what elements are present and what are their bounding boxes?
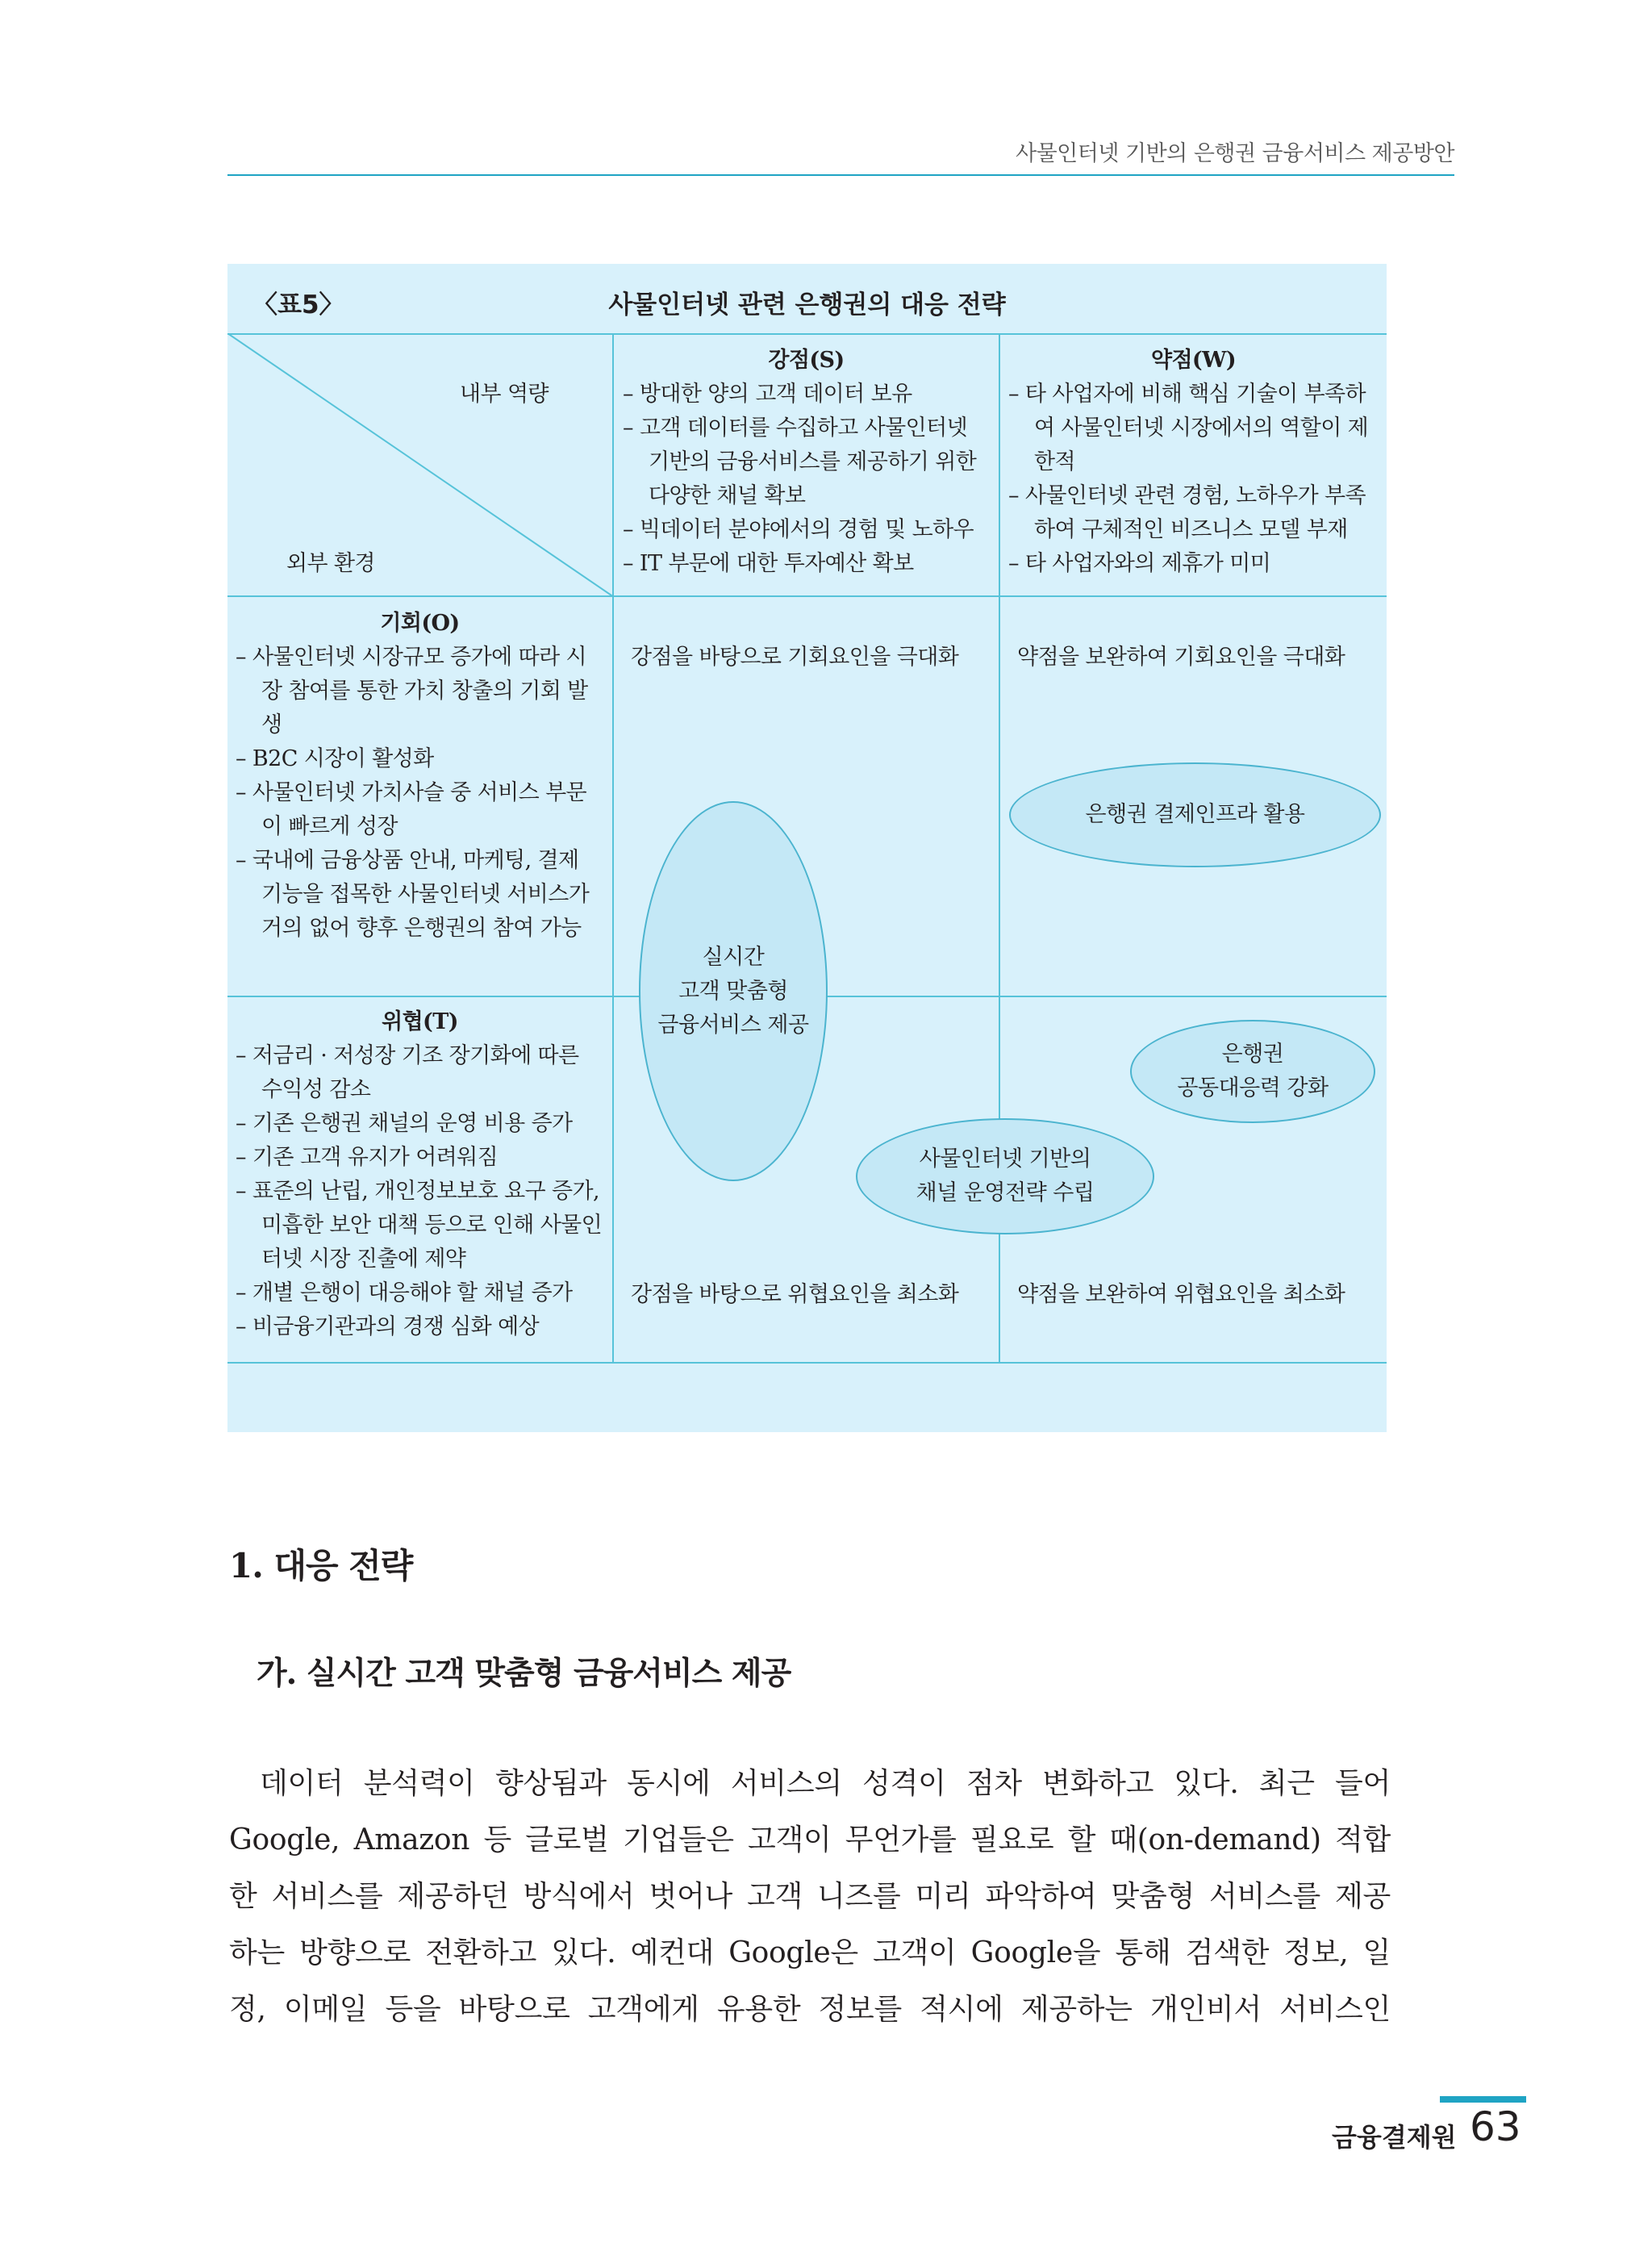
so-strategy: 강점을 바탕으로 기회요인을 극대화	[631, 645, 959, 670]
weakness-item: – 타 사업자와의 제휴가 미미	[1008, 551, 1271, 576]
corner-external-label: 외부 환경	[286, 551, 375, 576]
weaknesses-list	[1008, 378, 1381, 581]
body-paragraph	[229, 1756, 1391, 2038]
ellipse-channel-strategy	[856, 1118, 1154, 1234]
subsection-heading: 가. 실시간 고객 맞춤형 금융서비스 제공	[257, 1655, 791, 1692]
weakness-item: – 타 사업자에 비해 핵심 기술이 부족하여 사물인터넷 시장에서의 역할이 제한적	[1008, 382, 1369, 474]
paragraph-line: 한 서비스를 제공하던 방식에서 벗어나 고객 니즈를 미리 파악하여 맞춤형 서비스를 제공	[229, 1880, 1391, 1913]
ellipse-realtime-service	[639, 801, 828, 1181]
paragraph-line: Google, Amazon 등 글로벌 기업들은 고객이 무언가를 필요로 할 때(on-demand) 적합	[229, 1823, 1391, 1857]
table-title: 사물인터넷 관련 은행권의 대응 전략	[608, 290, 1006, 320]
ellipse-channel-strategy-label: 사물인터넷 기반의 채널 운영전략 수립	[916, 1147, 1095, 1205]
ellipse-joint-response-label: 은행권 공동대응력 강화	[1177, 1042, 1329, 1101]
weaknesses-heading: 약점(W)	[1150, 348, 1237, 373]
wt-strategy: 약점을 보완하여 위협요인을 최소화	[1017, 1282, 1345, 1307]
opportunities-heading: 기회(O)	[380, 611, 460, 636]
footer-organization: 금융결제원	[1332, 2122, 1457, 2153]
threat-item: – 표준의 난립, 개인정보보호 요구 증가, 미흡한 보안 대책 등으로 인해 사물인터넷 시장 진출에 제약	[236, 1179, 603, 1272]
threat-item: – 기존 은행권 채널의 운영 비용 증가	[236, 1111, 573, 1136]
ellipse-realtime-service-label: 실시간 고객 맞춤형 금융서비스 제공	[657, 944, 809, 1038]
weakness-item: – 사물인터넷 관련 경험, 노하우가 부족하여 구체적인 비즈니스 모델 부재	[1008, 483, 1366, 542]
strength-item: – 방대한 양의 고객 데이터 보유	[623, 382, 912, 407]
threats-heading: 위협(T)	[382, 1009, 458, 1034]
threat-item: – 비금융기관과의 경쟁 심화 예상	[236, 1314, 540, 1339]
ellipse-payment-infra-label: 은행권 결제인프라 활용	[1085, 802, 1305, 827]
opportunity-item: – 사물인터넷 시장규모 증가에 따라 시장 참여를 통한 가치 창출의 기회 발생	[236, 645, 588, 737]
table-caption: 〈표5〉	[252, 290, 344, 320]
paragraph-line: 하는 방향으로 전환하고 있다. 예컨대 Google은 고객이 Google을 통해 검색한 정보, 일	[229, 1936, 1391, 1969]
opportunities-list	[236, 641, 605, 946]
ellipse-payment-infra	[1009, 762, 1381, 867]
header-rule	[227, 174, 1454, 176]
strength-item: – 빅데이터 분야에서의 경험 및 노하우	[623, 517, 974, 542]
paragraph-line: 데이터 분석력이 향상됨과 동시에 서비스의 성격이 점차 변화하고 있다. 최근 들어	[260, 1767, 1391, 1800]
strengths-heading: 강점(S)	[768, 348, 845, 373]
corner-internal-label: 내부 역량	[460, 382, 549, 407]
running-header: 사물인터넷 기반의 은행권 금융서비스 제공방안	[1016, 141, 1454, 166]
threats-list	[236, 1039, 605, 1344]
opportunity-item: – 국내에 금융상품 안내, 마케팅, 결제 기능을 접목한 사물인터넷 서비스가 거의 없어 향후 은행권의 참여 가능	[236, 848, 590, 941]
st-strategy: 강점을 바탕으로 위협요인을 최소화	[631, 1282, 959, 1307]
opportunity-item: – B2C 시장이 활성화	[236, 746, 434, 771]
grid-line-bottom	[227, 1362, 1387, 1364]
page-number: 63	[1470, 2103, 1521, 2150]
threat-item: – 기존 고객 유지가 어려워짐	[236, 1145, 499, 1170]
strengths-list	[623, 378, 991, 581]
corner-diagonal	[227, 333, 614, 597]
section-heading: 1. 대응 전략	[229, 1546, 413, 1585]
footer-accent-bar	[1440, 2096, 1526, 2103]
strength-item: – IT 부문에 대한 투자예산 확보	[623, 551, 914, 576]
paragraph-line: 정, 이메일 등을 바탕으로 고객에게 유용한 정보를 적시에 제공하는 개인비서 서비스인	[229, 1993, 1391, 2026]
threat-item: – 개별 은행이 대응해야 할 채널 증가	[236, 1280, 573, 1305]
strength-item: – 고객 데이터를 수집하고 사물인터넷 기반의 금융서비스를 제공하기 위한 다양한 채널 확보	[623, 416, 977, 508]
ellipse-joint-response	[1130, 1020, 1375, 1123]
opportunity-item: – 사물인터넷 가치사슬 중 서비스 부문이 빠르게 성장	[236, 780, 587, 839]
wo-strategy: 약점을 보완하여 기회요인을 극대화	[1017, 645, 1345, 670]
threat-item: – 저금리 · 저성장 기조 장기화에 따른 수익성 감소	[236, 1043, 579, 1102]
